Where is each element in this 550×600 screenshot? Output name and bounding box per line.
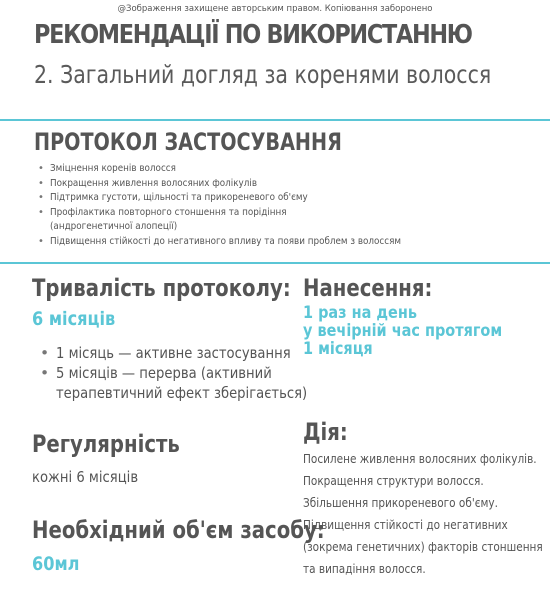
action-line: Збільшення прикореневого об'єму. — [303, 495, 498, 510]
list-item: • 5 місяців — перерва (активний — [40, 363, 352, 383]
application-line: у вечірній час протягом — [303, 321, 503, 341]
application-line: 1 раз на день — [303, 303, 417, 323]
action-line: та випадіння волосся. — [303, 561, 426, 576]
list-item: • Зміцнення коренів волосся — [38, 162, 550, 177]
copyright-notice: @Зображення захищене авторським правом. Копіювання заборонено — [117, 4, 433, 14]
protocol-title: ПРОТОКОЛ ЗАСТОСУВАННЯ — [34, 128, 342, 156]
volume-title: Необхідний об'єм засобу: — [32, 516, 325, 544]
duration-title: Тривалість протоколу: — [32, 274, 291, 302]
application-title: Нанесення: — [303, 274, 433, 302]
volume-value: 60мл — [32, 553, 80, 575]
list-item: • Підвищення стійкості до негативного впливу та появи проблем з волоссям — [38, 235, 550, 250]
page-subtitle: 2. Загальний догляд за коренями волосся — [34, 60, 492, 89]
application-line: 1 місяця — [303, 339, 373, 359]
protocol-list — [38, 162, 550, 249]
list-item: • 1 місяць — активне застосування — [40, 343, 352, 363]
list-item: • Покращення живлення волосяних фолікулів — [38, 177, 550, 192]
list-item-continuation: терапевтичний ефект зберігається) — [56, 384, 308, 402]
action-line: Покращення структури волосся. — [303, 473, 484, 488]
action-line: Підвищення стійкості до негативних — [303, 517, 508, 532]
list-item: • Профілактика повторного стоншення та порідіння (андрогенетичної алопеції) — [38, 206, 550, 235]
action-line: Посилене живлення волосяних фолікулів. — [303, 451, 537, 466]
divider-middle — [0, 262, 550, 264]
regularity-title: Регулярність — [32, 430, 180, 458]
application-value — [303, 304, 524, 358]
page-title: РЕКОМЕНДАЦІЇ ПО ВИКОРИСТАННЮ — [34, 20, 472, 50]
action-line: (зокрема генетичних) факторів стоншення — [303, 539, 543, 554]
regularity-value: кожні 6 місяців — [32, 468, 139, 486]
divider-top — [0, 119, 550, 121]
action-title: Дія: — [303, 418, 348, 446]
list-item: • Підтримка густоти, щільності та прикореневого об'єму — [38, 191, 550, 206]
action-list — [303, 448, 550, 580]
duration-value: 6 місяців — [32, 308, 116, 330]
